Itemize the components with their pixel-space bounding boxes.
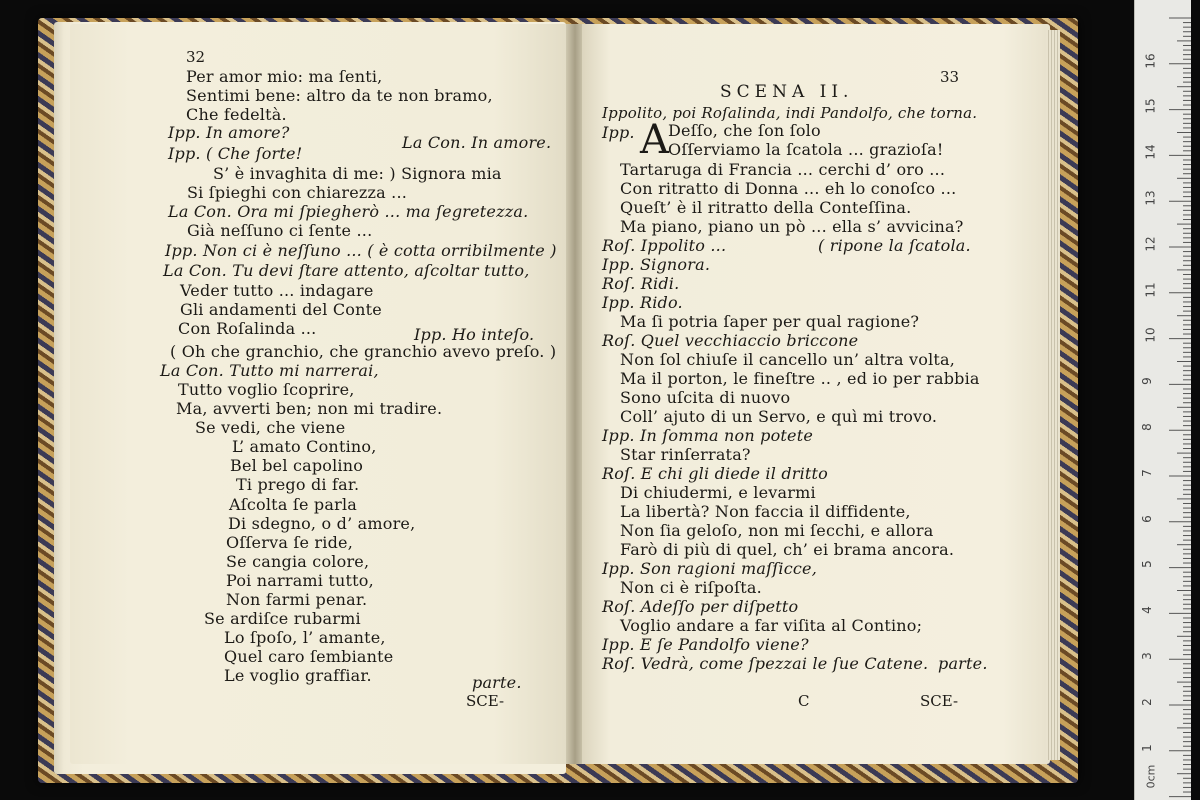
text-line: Di sdegno, o d’ amore, xyxy=(228,514,416,533)
stage-direction: parte. xyxy=(938,654,988,673)
text-line: Ma piano, piano un pò ... ella s’ avvicina? xyxy=(620,217,964,236)
ruler-number: 3 xyxy=(1139,652,1154,660)
text-line: Ma il porton, le fineſtre .. , ed io per rabbia xyxy=(620,369,980,388)
text-line: Per amor mio: ma ſenti, xyxy=(186,67,383,86)
ruler-number: 14 xyxy=(1143,144,1158,160)
text-line: Coll’ ajuto di un Servo, e quì mi trovo. xyxy=(620,407,938,426)
text-line: Con ritratto di Donna ... eh lo conoſco ... xyxy=(620,179,957,198)
text-line: La libertà? Non faccia il diffidente, xyxy=(620,502,911,521)
speaker-line: Ipp. ( Che ſorte! xyxy=(168,144,303,163)
left-page xyxy=(70,24,568,764)
text-line: Oſſerviamo la ſcatola ... grazioſa! xyxy=(668,140,944,159)
text-line: Poi narrami tutto, xyxy=(226,571,374,590)
text-line: Gli andamenti del Conte xyxy=(180,300,382,319)
ruler-number: 16 xyxy=(1143,52,1158,69)
ruler-number: 9 xyxy=(1139,377,1154,385)
signature-mark: C xyxy=(798,692,810,710)
ruler-number: 1 xyxy=(1139,743,1154,752)
text-line: Non ſia geloſo, non mi ſecchi, e allora xyxy=(620,521,934,540)
page-number: 33 xyxy=(940,68,960,86)
text-line: Oſſerva ſe ride, xyxy=(226,533,353,552)
ruler-number: 2 xyxy=(1139,697,1154,706)
text-line: Quel caro ſembiante xyxy=(224,647,394,666)
speaker-line: Ipp. Non ci è neſſuno ... ( è cotta orribilmente ) xyxy=(165,241,557,260)
text-line: Ma, avverti ben; non mi tradire. xyxy=(176,399,443,418)
speaker-line: Ipp. Son ragioni maſſicce, xyxy=(602,559,817,578)
speaker-line: Ipp. In ſomma non potete xyxy=(602,426,814,445)
ruler-number: 15 xyxy=(1143,98,1158,114)
text-line: Si ſpieghi con chiarezza ... xyxy=(187,183,408,202)
text-line: Ti prego di far. xyxy=(236,475,360,494)
drop-cap: A xyxy=(640,117,669,163)
text-line: Già neſſuno ci ſente ... xyxy=(187,221,373,240)
catchword: SCE- xyxy=(920,692,959,710)
speaker-line: Ipp. E ſe Pandolfo viene? xyxy=(602,635,809,654)
speaker-line: Roſ. Quel vecchiaccio briccone xyxy=(602,331,859,350)
speaker-line: Ipp. Rido. xyxy=(602,293,683,312)
speaker-line: Ipp. In amore? xyxy=(168,123,290,142)
text-line: Tutto voglio ſcoprire, xyxy=(178,380,355,399)
ruler-number: 5 xyxy=(1139,560,1154,569)
text-line: Con Roſalinda ... xyxy=(178,319,317,338)
speaker-line: Ipp. xyxy=(602,123,635,142)
speaker-line: Roſ. Ippolito ... xyxy=(602,236,727,255)
speaker-line: La Con. Ora mi ſpiegherò ... ma ſegretezza. xyxy=(168,202,529,221)
stage-direction: Ippolito, poi Roſalinda, indi Pandolfo, che torna. xyxy=(602,104,978,122)
text-line: Se ardiſce rubarmi xyxy=(204,609,361,628)
text-line: Sono uſcita di nuovo xyxy=(620,388,791,407)
ruler-number: 10 xyxy=(1143,327,1158,343)
text-line: Queſt’ è il ritratto della Conteſſina. xyxy=(620,198,912,217)
ruler-number: 13 xyxy=(1143,190,1158,206)
text-line: Ma ſi potria ſaper per qual ragione? xyxy=(620,312,920,331)
text-line: Veder tutto ... indagare xyxy=(180,281,374,300)
ruler-ticks xyxy=(1135,0,1191,800)
speaker-line: La Con. Tutto mi narrerai, xyxy=(160,361,379,380)
text-line: Di chiudermi, e levarmi xyxy=(620,483,816,502)
text-line: Lo ſpoſo, l’ amante, xyxy=(224,628,386,647)
catchword: SCE- xyxy=(466,692,505,710)
text-line: Non ſol chiuſe il cancello un’ altra volta, xyxy=(620,350,956,369)
text-line: Star rinſerrata? xyxy=(620,445,751,464)
text-line: Aſcolta ſe parla xyxy=(229,495,358,514)
speaker-line: La Con. Tu devi ſtare attento, aſcoltar tutto, xyxy=(163,261,530,280)
text-line: Tartaruga di Francia ... cerchi d’ oro ... xyxy=(620,160,946,179)
ruler-unit: 0cm xyxy=(1144,764,1158,789)
text-line: Bel bel capolino xyxy=(230,456,364,475)
text-line: Farò di più di quel, ch’ ei brama ancora. xyxy=(620,540,955,559)
ruler-number: 12 xyxy=(1143,236,1158,252)
stage-direction: ( ripone la ſcatola. xyxy=(818,236,971,255)
text-line: ( Oh che granchio, che granchio avevo preſo. ) xyxy=(170,342,557,361)
ruler-number: 7 xyxy=(1139,468,1154,477)
text-line: Sentimi bene: altro da te non bramo, xyxy=(186,86,493,105)
text-line: Non farmi penar. xyxy=(226,590,368,609)
ruler-number: 8 xyxy=(1139,423,1154,431)
ruler-number: 11 xyxy=(1143,281,1158,298)
scene-heading: SCENA II. xyxy=(720,82,854,102)
stage-direction: parte. xyxy=(472,673,522,692)
speaker-line: Roſ. Vedrà, come ſpezzai le ſue Catene. xyxy=(602,654,929,673)
text-line: Se cangia colore, xyxy=(226,552,370,571)
speaker-line: Roſ. Ridi. xyxy=(602,274,680,293)
right-page xyxy=(582,24,1050,764)
ruler-number: 4 xyxy=(1139,606,1154,614)
text-line: Le voglio graffiar. xyxy=(224,666,372,685)
text-line: Che fedeltà. xyxy=(186,105,287,124)
text-line: Non ci è riſpoſta. xyxy=(620,578,762,597)
text-line: L’ amato Contino, xyxy=(232,437,377,456)
text-line: Se vedi, che viene xyxy=(195,418,346,437)
speaker-line: Roſ. Adeſſo per diſpetto xyxy=(602,597,799,616)
speaker-line: La Con. In amore. xyxy=(402,133,552,152)
speaker-line: Ipp. Signora. xyxy=(602,255,711,274)
measuring-ruler xyxy=(1134,0,1191,800)
speaker-line: Roſ. E chi gli diede il dritto xyxy=(602,464,829,483)
page-edges xyxy=(1046,30,1060,760)
text-line: Voglio andare a far viſita al Contino; xyxy=(620,616,923,635)
speaker-line: Ipp. Ho inteſo. xyxy=(414,325,535,344)
ruler-number: 6 xyxy=(1139,514,1154,523)
page-number: 32 xyxy=(186,48,206,66)
text-line: S’ è invaghita di me: ) Signora mia xyxy=(213,164,502,183)
text-line: Deſſo, che ſon ſolo xyxy=(668,121,821,140)
